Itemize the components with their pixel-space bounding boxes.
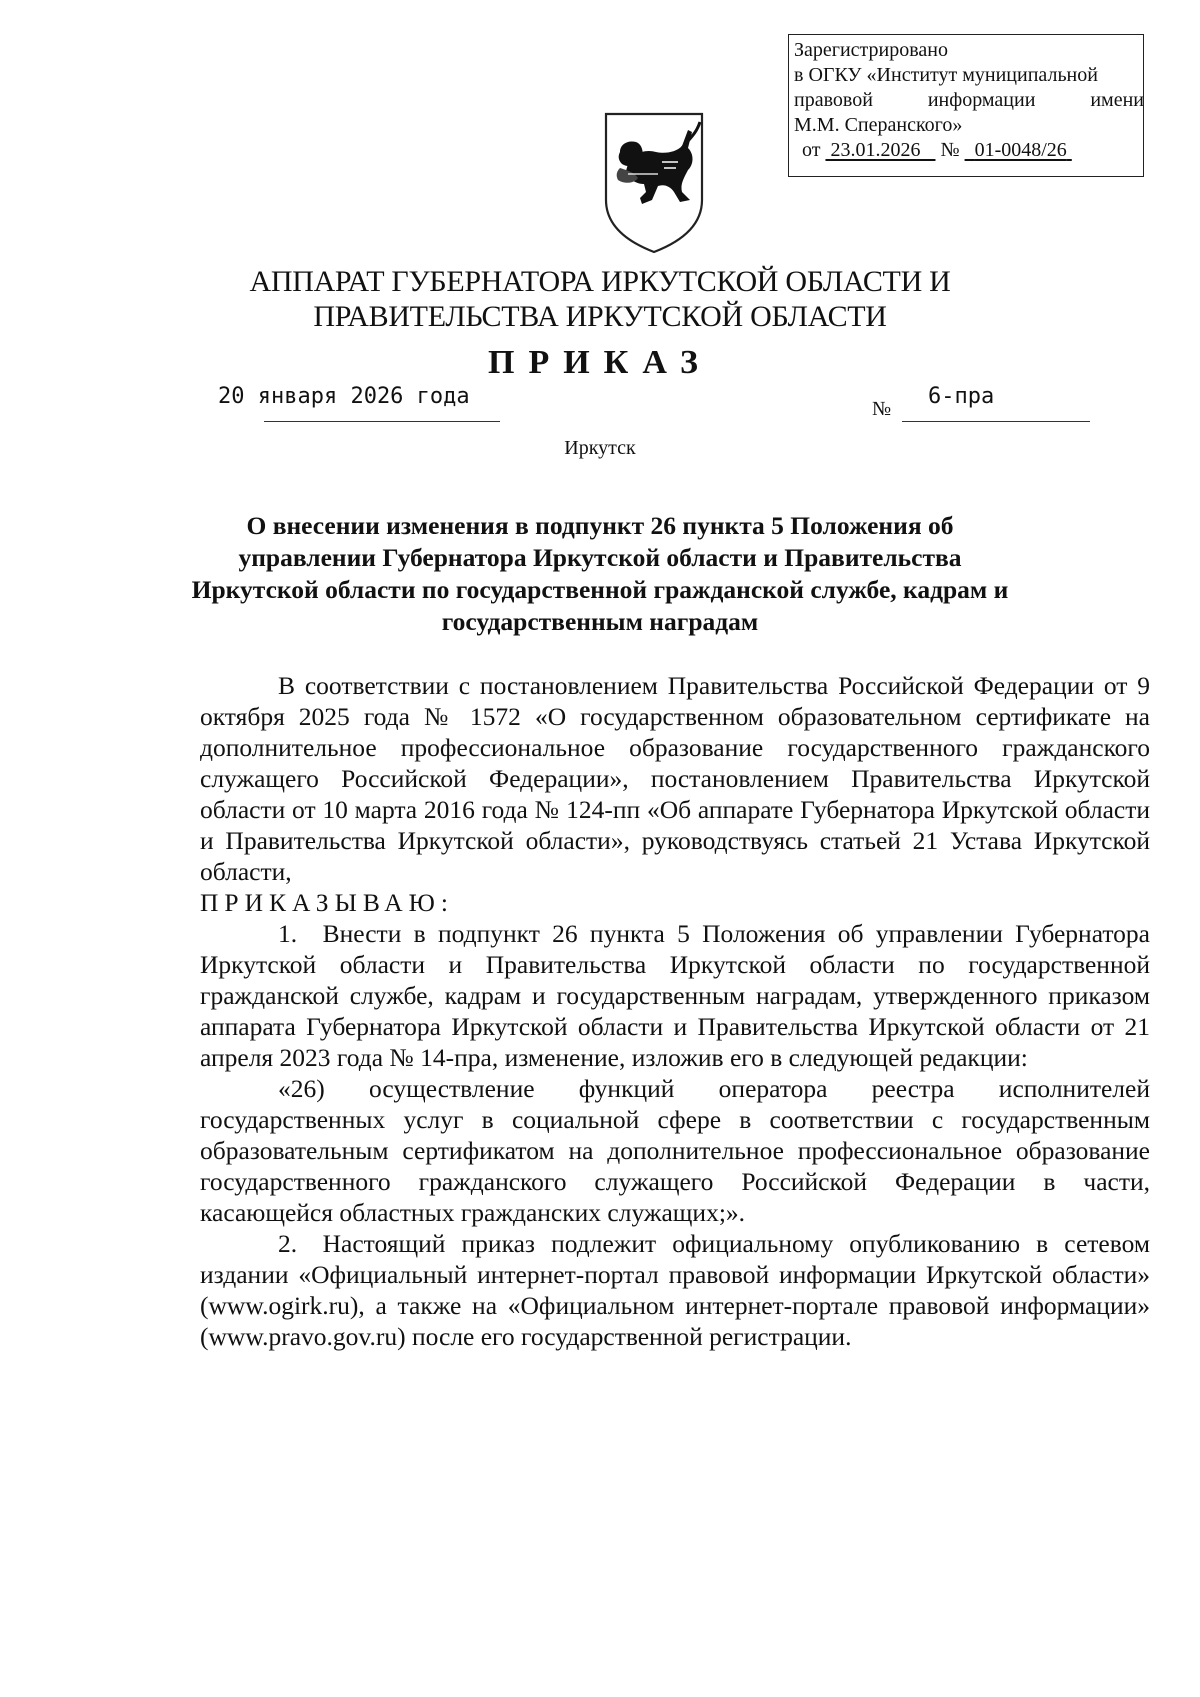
item-1-quote-paragraph: «26) осуществление функций оператора реестра исполнителей государственных услуг в социальной сфере в соответствии с государственным образовательным сертификатом на дополнительное профессиональное образование государственного гражданского служащего Российской Федерации в части, касающейся областных гражданских служащих;». — [200, 1074, 1150, 1227]
stamp-word: правовой — [794, 89, 873, 111]
order-subject — [140, 510, 1060, 638]
city: Иркутск — [564, 437, 636, 459]
item-2-paragraph: 2. Настоящий приказ подлежит официальному опубликованию в сетевом издании «Официальный интернет-портал правовой информации Иркутской области» (www.ogirk.ru), а также на «Официальном интернет-портале правовой информации» (www.pravo.gov.ru) после его государственной регистрации. — [200, 1229, 1150, 1351]
document-type-title: ПРИКАЗ — [488, 344, 712, 381]
order-body — [200, 670, 1150, 1352]
org-line-2: ПРАВИТЕЛЬСТВА ИРКУТСКОЙ ОБЛАСТИ — [313, 300, 887, 333]
coat-of-arms-emblem — [598, 108, 710, 254]
subject-line: Иркутской области по государственной гражданской службе, кадрам и — [191, 575, 1009, 604]
stamp-line-2: в ОГКУ «Институт муниципальной — [794, 64, 1098, 86]
number-sign: № — [872, 398, 892, 420]
order-number: 6-пра — [928, 384, 995, 409]
stamp-from-label: от — [802, 139, 821, 161]
stamp-word: информации — [927, 89, 1036, 111]
stamp-number: 01-0048/26 — [974, 139, 1067, 161]
stamp-line-1: Зарегистрировано — [794, 39, 949, 61]
stamp-registration-line — [802, 138, 1144, 163]
stamp-word: имени — [1090, 89, 1144, 111]
stamp-number-label: № — [940, 139, 960, 161]
subject-line: государственным наградам — [441, 607, 759, 636]
registration-stamp — [794, 38, 1144, 163]
subject-line: О внесении изменения в подпункт 26 пункта 5 Положения об — [246, 511, 954, 540]
organization-name — [0, 264, 1200, 334]
preamble-paragraph: В соответствии с постановлением Правительства Российской Федерации от 9 октября 2025 года № 1572 «О государственном образовательном сертификате на дополнительное профессиональное образование государственного гражданского служащего Российской Федерации», постановлением Правительства Иркутской области от 10 марта 2016 года № 124-пп «Об аппарате Губернатора Иркутской области и Правительства Иркутской области», руководствуясь статьей 21 Устава Иркутской области, — [200, 671, 1150, 886]
order-date: 20 января 2026 года — [218, 384, 470, 409]
subject-line: управлении Губернатора Иркутской области и Правительства — [238, 543, 962, 572]
item-1-paragraph: 1. Внести в подпункт 26 пункта 5 Положения об управлении Губернатора Иркутской области и Правительства Иркутской области по государственной гражданской службе, кадрам и государственным наградам, утвержденного приказом аппарата Губернатора Иркутской области и Правительства Иркутской области от 21 апреля 2023 года № 14-пра, изменение, изложив его в следующей редакции: — [200, 919, 1150, 1072]
stamp-line-3 — [794, 88, 1144, 113]
number-underline — [902, 421, 1090, 422]
stamp-line-4: М.М. Сперанского» — [794, 114, 963, 136]
org-line-1: АППАРАТ ГУБЕРНАТОРА ИРКУТСКОЙ ОБЛАСТИ И — [249, 265, 951, 298]
date-underline — [264, 421, 500, 422]
order-word: ПРИКАЗЫВАЮ: — [200, 888, 454, 917]
stamp-date: 23.01.2026 — [830, 139, 921, 161]
